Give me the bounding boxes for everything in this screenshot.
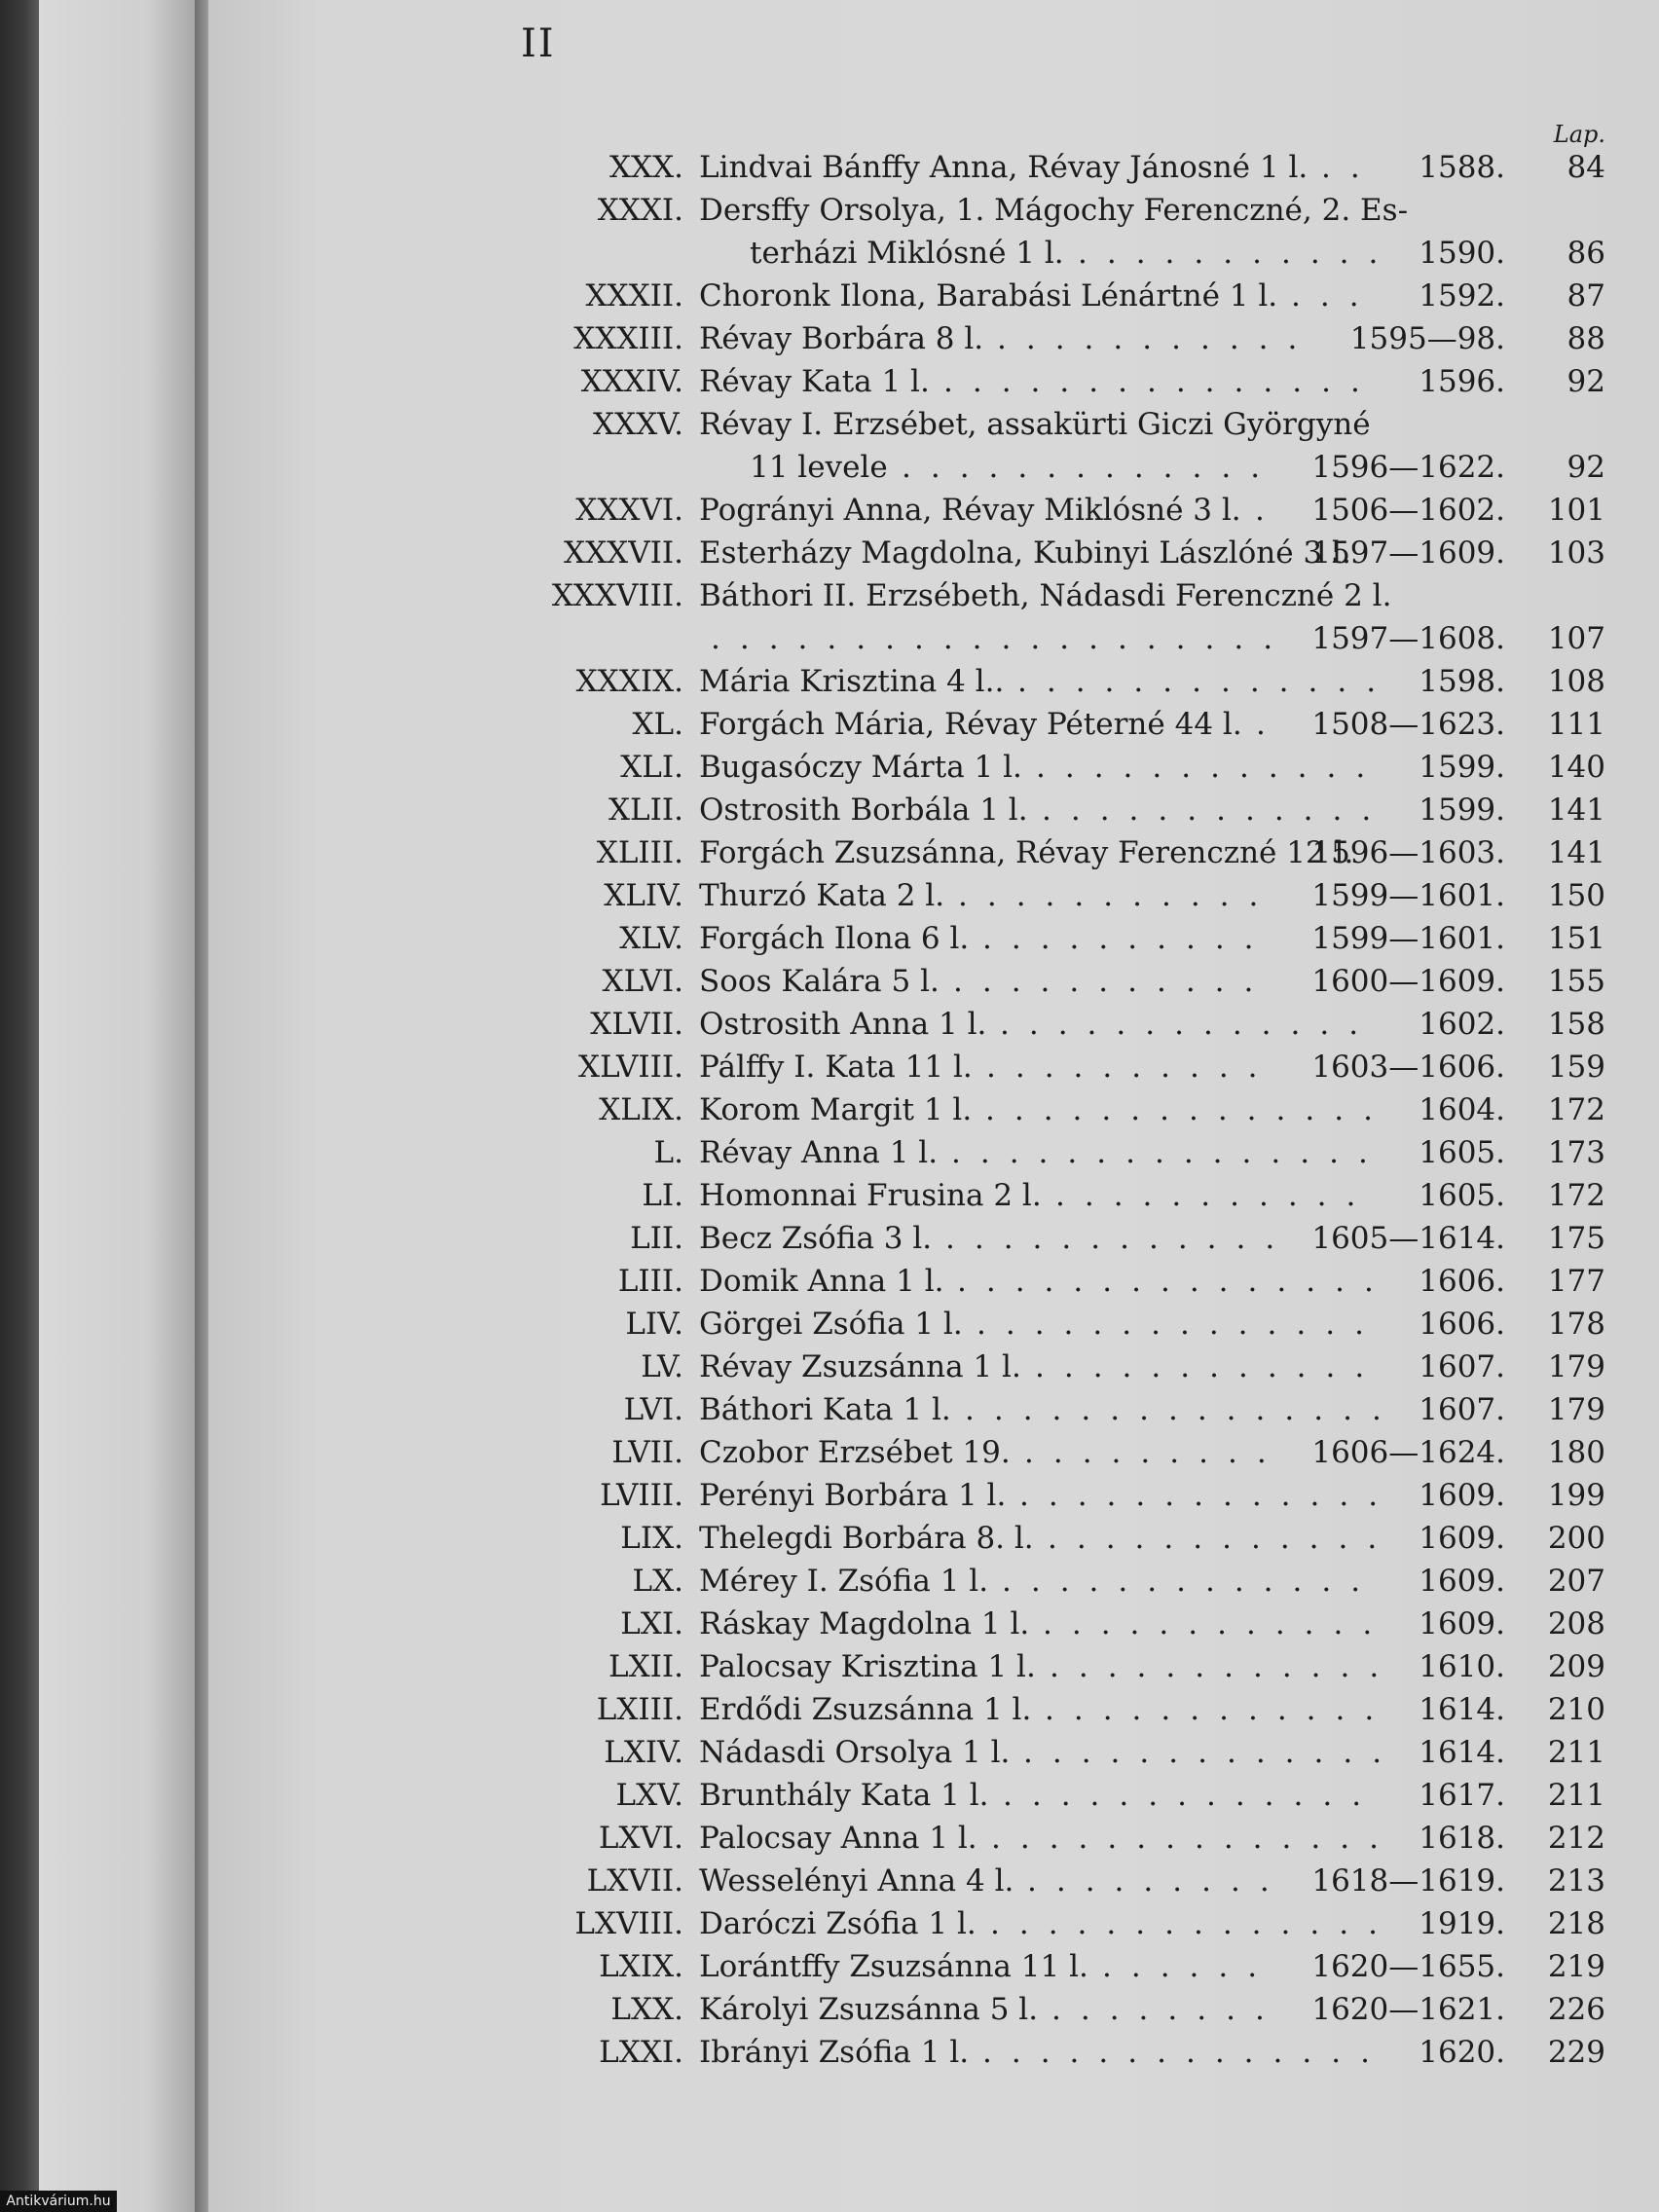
entry-title: Korom Margit 1 l. — [699, 1092, 973, 1127]
toc-entry — [0, 1860, 1659, 1902]
toc-entry — [0, 317, 1659, 360]
entry-page: 140 — [1547, 750, 1605, 785]
toc-entry — [0, 446, 1659, 489]
entry-page: 86 — [1567, 236, 1605, 271]
leader-dots: .................... — [711, 621, 1293, 656]
toc-entry — [0, 1731, 1659, 1774]
entry-number: XLIX. — [599, 1092, 683, 1127]
entry-title: Báthori Kata 1 l. — [699, 1392, 951, 1427]
entry-year: 1602. — [1419, 1007, 1505, 1042]
toc-entry — [0, 275, 1659, 317]
leader-dots: ............. — [1023, 1735, 1402, 1770]
entry-title: Wesselényi Anna 4 l. — [699, 1863, 1014, 1899]
entry-year: 1609. — [1419, 1478, 1505, 1513]
entry-page: 226 — [1547, 1992, 1605, 2027]
entry-title: Erdődi Zsuzsánna 1 l. — [699, 1692, 1032, 1727]
entry-number: XXXVIII. — [551, 578, 683, 613]
toc-entry — [0, 489, 1659, 532]
entry-number: L. — [653, 1135, 683, 1170]
entry-page: 172 — [1547, 1092, 1605, 1127]
leader-dots: ............ — [1045, 1692, 1394, 1727]
entry-title: Révay Anna 1 l. — [699, 1135, 939, 1170]
leader-dots: ........... — [953, 964, 1273, 999]
leader-dots: ........... — [958, 878, 1278, 913]
entry-page: 141 — [1547, 835, 1605, 870]
toc-entry — [0, 2031, 1659, 2074]
toc-entry — [0, 1945, 1659, 1988]
entry-number: XLVI. — [602, 964, 683, 999]
entry-year: 1605. — [1419, 1178, 1505, 1213]
entry-page: 173 — [1547, 1135, 1605, 1170]
toc-entry — [0, 1688, 1659, 1731]
leader-dots: ............ — [1050, 1649, 1399, 1684]
entry-title: Choronk Ilona, Barabási Lénártné 1 l. — [699, 278, 1278, 313]
entry-page: 212 — [1547, 1821, 1605, 1856]
entry-title: Soos Kalára 5 l. — [699, 964, 940, 999]
entry-year: 1605. — [1419, 1135, 1505, 1170]
entry-page: 208 — [1547, 1606, 1605, 1641]
entry-year: 1597—1609. — [1311, 535, 1505, 571]
entry-number: LXVI. — [598, 1821, 683, 1856]
entry-title: 11 levele — [750, 450, 888, 485]
entry-title: Báthori II. Erzsébeth, Nádasdi Ferenczné 2 l. — [699, 578, 1392, 613]
entry-number: LXVIII. — [574, 1906, 683, 1941]
entry-page: 180 — [1547, 1435, 1605, 1470]
toc-entry — [0, 1988, 1659, 2031]
entry-page: 150 — [1547, 878, 1605, 913]
entry-page: 211 — [1547, 1778, 1605, 1813]
entry-year: 1620—1621. — [1311, 1992, 1505, 2027]
page-column-header: Lap. — [1553, 121, 1605, 148]
toc-entry — [0, 960, 1659, 1003]
entry-title: Dersffy Orsolya, 1. Mágochy Ferenczné, 2. Es- — [699, 193, 1409, 228]
entry-number: XL. — [632, 707, 683, 742]
entry-year: 1595—98. — [1349, 321, 1505, 356]
entry-year: 1588. — [1419, 150, 1505, 185]
toc-entry — [0, 1346, 1659, 1388]
entry-page: 84 — [1567, 150, 1605, 185]
entry-number: LXVII. — [586, 1863, 683, 1899]
entry-title: Daróczi Zsófia 1 l. — [699, 1906, 977, 1941]
entry-page: 88 — [1567, 321, 1605, 356]
entry-title: Görgei Zsófia 1 l. — [699, 1307, 963, 1342]
entry-title: Forgách Mária, Révay Péterné 44 l. — [699, 707, 1242, 742]
toc-entry — [0, 1817, 1659, 1860]
leader-dots: . — [1255, 493, 1284, 528]
leader-dots: ............. — [1002, 1564, 1381, 1599]
entry-year: 1597—1608. — [1311, 621, 1505, 656]
entry-title: Mária Krisztina 4 l.. — [699, 664, 1005, 699]
entry-title: Mérey I. Zsófia 1 l. — [699, 1564, 989, 1599]
leader-dots: ........ — [1051, 1992, 1284, 2027]
entry-year: 1606. — [1419, 1264, 1505, 1299]
leader-dots: ............. — [1003, 1778, 1382, 1813]
leader-dots: .......... — [982, 921, 1273, 956]
toc-entry — [0, 617, 1659, 660]
entry-page: 172 — [1547, 1178, 1605, 1213]
entry-year: 1599. — [1419, 750, 1505, 785]
watermark: Antikvárium.hu — [0, 2191, 117, 2212]
entry-number: XXXI. — [597, 193, 683, 228]
toc-entry — [0, 1774, 1659, 1817]
entry-page: 175 — [1547, 1221, 1605, 1256]
table-of-contents — [0, 146, 1659, 2074]
entry-number: XLV. — [619, 921, 683, 956]
toc-entry — [0, 1046, 1659, 1088]
entry-number: LI. — [642, 1178, 683, 1213]
leader-dots: ............... — [965, 1392, 1401, 1427]
entry-year: 1607. — [1419, 1392, 1505, 1427]
entry-number: LXXI. — [599, 2035, 683, 2070]
leader-dots: ............ — [1048, 1521, 1397, 1556]
entry-page: 179 — [1547, 1392, 1605, 1427]
entry-number: XLIII. — [596, 835, 683, 870]
toc-entry — [0, 1603, 1659, 1645]
leader-dots: .............. — [977, 1307, 1383, 1342]
entry-page: 107 — [1547, 621, 1605, 656]
toc-entry — [0, 703, 1659, 746]
entry-year: 1617. — [1419, 1778, 1505, 1813]
entry-year: 1596—1622. — [1311, 450, 1505, 485]
leader-dots: ......... — [1027, 1863, 1289, 1899]
entry-year: 1609. — [1419, 1564, 1505, 1599]
entry-year: 1606. — [1419, 1307, 1505, 1342]
leader-dots: .. — [1321, 150, 1380, 185]
toc-entry — [0, 1645, 1659, 1688]
entry-number: LV. — [641, 1349, 683, 1384]
entry-page: 159 — [1547, 1050, 1605, 1085]
entry-title: Pogrányi Anna, Révay Miklósné 3 l. — [699, 493, 1241, 528]
entry-title: Brunthály Kata 1 l. — [699, 1778, 989, 1813]
entry-title: Homonnai Frusina 2 l. — [699, 1178, 1042, 1213]
entry-year: 1596—1603. — [1311, 835, 1505, 870]
entry-year: 1620—1655. — [1311, 1949, 1505, 1984]
entry-year: 1506—1602. — [1311, 493, 1505, 528]
leader-dots: .............. — [990, 1906, 1397, 1941]
entry-title: Thurzó Kata 2 l. — [699, 878, 945, 913]
leader-dots: ............. — [1019, 1478, 1398, 1513]
entry-number: LXX. — [610, 1992, 683, 2027]
toc-entry — [0, 874, 1659, 917]
leader-dots: . — [1256, 707, 1285, 742]
entry-page: 209 — [1547, 1649, 1605, 1684]
entry-page: 207 — [1547, 1564, 1605, 1599]
toc-entry — [0, 1003, 1659, 1046]
entry-number: XXXVI. — [575, 493, 683, 528]
entry-number: XXXIV. — [580, 364, 683, 399]
entry-title: Ostrosith Borbála 1 l. — [699, 793, 1028, 828]
entry-title: Ibrányi Zsófia 1 l. — [699, 2035, 970, 2070]
toc-entry — [0, 574, 1659, 617]
leader-dots: ............. — [902, 450, 1280, 485]
entry-number: XLI. — [620, 750, 683, 785]
entry-number: LVI. — [623, 1392, 683, 1427]
entry-number: XXXIX. — [575, 664, 683, 699]
entry-number: XXXIII. — [573, 321, 683, 356]
toc-entry — [0, 1131, 1659, 1174]
page-number: II — [521, 21, 556, 66]
toc-entry — [0, 403, 1659, 446]
entry-title: Révay Borbára 8 l. — [699, 321, 984, 356]
entry-year: 1599—1601. — [1311, 878, 1505, 913]
entry-year: 1596. — [1419, 364, 1505, 399]
entry-page: 158 — [1547, 1007, 1605, 1042]
entry-page: 108 — [1547, 664, 1605, 699]
entry-page: 218 — [1547, 1906, 1605, 1941]
entry-year: 1603—1606. — [1311, 1050, 1505, 1085]
entry-number: XXXII. — [585, 278, 683, 313]
toc-entry — [0, 1560, 1659, 1603]
entry-page: 211 — [1547, 1735, 1605, 1770]
entry-number: LIV. — [625, 1307, 683, 1342]
leader-dots: ............. — [1017, 664, 1396, 699]
toc-entry — [0, 360, 1659, 403]
leader-dots: ........... — [1078, 236, 1398, 271]
leader-dots: ............ — [1042, 793, 1391, 828]
leader-dots: .............. — [985, 1092, 1392, 1127]
entry-number: LVII. — [611, 1435, 683, 1470]
toc-entry — [0, 532, 1659, 574]
entry-title: Domik Anna 1 l. — [699, 1264, 944, 1299]
toc-entry — [0, 146, 1659, 189]
entry-page: 229 — [1547, 2035, 1605, 2070]
entry-title: Révay Kata 1 l. — [699, 364, 930, 399]
leader-dots: .......... — [986, 1050, 1277, 1085]
toc-entry — [0, 189, 1659, 232]
entry-year: 1605—1614. — [1311, 1221, 1505, 1256]
leader-dots: ........... — [997, 321, 1317, 356]
entry-year: 1599. — [1419, 793, 1505, 828]
entry-year: 1609. — [1419, 1521, 1505, 1556]
entry-title: Ostrosith Anna 1 l. — [699, 1007, 987, 1042]
toc-entry — [0, 1088, 1659, 1131]
entry-number: XLVIII. — [578, 1050, 683, 1085]
toc-entry — [0, 1517, 1659, 1560]
entry-year: 1604. — [1419, 1092, 1505, 1127]
entry-title: Nádasdi Orsolya 1 l. — [699, 1735, 1011, 1770]
entry-page: 155 — [1547, 964, 1605, 999]
entry-title: Forgách Zsuzsánna, Révay Ferenczné 12 l. — [699, 835, 1354, 870]
entry-page: 87 — [1567, 278, 1605, 313]
entry-title: Perényi Borbára 1 l. — [699, 1478, 1007, 1513]
leader-dots: ......... — [1024, 1435, 1286, 1470]
entry-number: LIII. — [617, 1264, 683, 1299]
toc-entry — [0, 1303, 1659, 1346]
leader-dots: ............ — [1036, 750, 1385, 785]
toc-entry — [0, 232, 1659, 275]
entry-year: 1618. — [1419, 1821, 1505, 1856]
entry-title: Becz Zsófia 3 l. — [699, 1221, 933, 1256]
toc-entry — [0, 789, 1659, 831]
entry-title: Forgách Ilona 6 l. — [699, 921, 970, 956]
entry-year: 1590. — [1419, 236, 1505, 271]
entry-year: 1609. — [1419, 1606, 1505, 1641]
toc-entry — [0, 660, 1659, 703]
leader-dots: ............... — [943, 364, 1380, 399]
toc-entry — [0, 746, 1659, 789]
entry-year: 1618—1619. — [1311, 1863, 1505, 1899]
entry-title: terházi Miklósné 1 l. — [750, 236, 1064, 271]
leader-dots: ............... — [951, 1135, 1387, 1170]
leader-dots: ............. — [1000, 1007, 1379, 1042]
entry-page: 103 — [1547, 535, 1605, 571]
entry-title: Palocsay Krisztina 1 l. — [699, 1649, 1036, 1684]
entry-number: LXIII. — [596, 1692, 683, 1727]
entry-page: 177 — [1547, 1264, 1605, 1299]
entry-page: 210 — [1547, 1692, 1605, 1727]
entry-number: LXI. — [620, 1606, 683, 1641]
leader-dots: ........... — [1055, 1178, 1376, 1213]
entry-year: 1592. — [1419, 278, 1505, 313]
leader-dots: ............ — [945, 1221, 1295, 1256]
leader-dots: ............ — [1043, 1606, 1392, 1641]
leader-dots: .............. — [991, 1821, 1398, 1856]
entry-page: 92 — [1567, 364, 1605, 399]
entry-number: XXXVII. — [564, 535, 683, 571]
entry-title: Lindvai Bánffy Anna, Révay Jánosné 1 l. — [699, 150, 1309, 185]
entry-page: 101 — [1547, 493, 1605, 528]
entry-number: LIX. — [620, 1521, 683, 1556]
entry-number: LX. — [632, 1564, 683, 1599]
entry-title: Thelegdi Borbára 8. l. — [699, 1521, 1034, 1556]
entry-title: Ráskay Magdolna 1 l. — [699, 1606, 1030, 1641]
toc-entry — [0, 1388, 1659, 1431]
entry-number: LXIV. — [604, 1735, 683, 1770]
toc-entry — [0, 1431, 1659, 1474]
entry-year: 1508—1623. — [1311, 707, 1505, 742]
entry-year: 1620. — [1419, 2035, 1505, 2070]
entry-page: 141 — [1547, 793, 1605, 828]
toc-entry — [0, 1217, 1659, 1260]
entry-number: XXX. — [608, 150, 683, 185]
leader-dots: ............... — [957, 1264, 1393, 1299]
entry-year: 1599—1601. — [1311, 921, 1505, 956]
entry-year: 1614. — [1419, 1735, 1505, 1770]
entry-title: Pálffy I. Kata 11 l. — [699, 1050, 973, 1085]
entry-title: Károlyi Zsuzsánna 5 l. — [699, 1992, 1039, 2027]
entry-page: 213 — [1547, 1863, 1605, 1899]
entry-page: 92 — [1567, 450, 1605, 485]
toc-entry — [0, 831, 1659, 874]
entry-page: 151 — [1547, 921, 1605, 956]
entry-year: 1600—1609. — [1311, 964, 1505, 999]
entry-page: 111 — [1547, 707, 1605, 742]
entry-year: 1598. — [1419, 664, 1505, 699]
entry-page: 219 — [1547, 1949, 1605, 1984]
leader-dots: ... — [1291, 278, 1379, 313]
entry-title: Czobor Erzsébet 19. — [699, 1435, 1011, 1470]
toc-entry — [0, 1174, 1659, 1217]
entry-year: 1607. — [1419, 1349, 1505, 1384]
entry-number: LXII. — [608, 1649, 683, 1684]
entry-number: XLVII. — [590, 1007, 683, 1042]
entry-year: 1614. — [1419, 1692, 1505, 1727]
entry-number: XLIV. — [604, 878, 683, 913]
entry-page: 200 — [1547, 1521, 1605, 1556]
toc-entry — [0, 1260, 1659, 1303]
entry-page: 178 — [1547, 1307, 1605, 1342]
entry-year: 1610. — [1419, 1649, 1505, 1684]
entry-title: Esterházy Magdolna, Kubinyi Lászlóné 3 l. — [699, 535, 1351, 571]
entry-number: LXV. — [615, 1778, 683, 1813]
entry-number: LXIX. — [599, 1949, 683, 1984]
leader-dots: .............. — [982, 2035, 1389, 2070]
entry-number: XLII. — [608, 793, 683, 828]
entry-title: Bugasóczy Márta 1 l. — [699, 750, 1022, 785]
toc-entry — [0, 1902, 1659, 1945]
entry-title: Palocsay Anna 1 l. — [699, 1821, 977, 1856]
entry-number: LVIII. — [600, 1478, 683, 1513]
leader-dots: ...... — [1102, 1949, 1277, 1984]
leader-dots: ............ — [1035, 1349, 1384, 1384]
toc-entry — [0, 1474, 1659, 1517]
entry-page: 179 — [1547, 1349, 1605, 1384]
entry-title: Lorántffy Zsuzsánna 11 l. — [699, 1949, 1088, 1984]
entry-number: LII. — [630, 1221, 683, 1256]
entry-year: 1919. — [1419, 1906, 1505, 1941]
toc-entry — [0, 917, 1659, 960]
entry-title: Révay Zsuzsánna 1 l. — [699, 1349, 1021, 1384]
entry-title: Révay I. Erzsébet, assakürti Giczi Györgyné — [699, 407, 1371, 442]
entry-number: XXXV. — [592, 407, 683, 442]
entry-year: 1606—1624. — [1311, 1435, 1505, 1470]
entry-page: 199 — [1547, 1478, 1605, 1513]
